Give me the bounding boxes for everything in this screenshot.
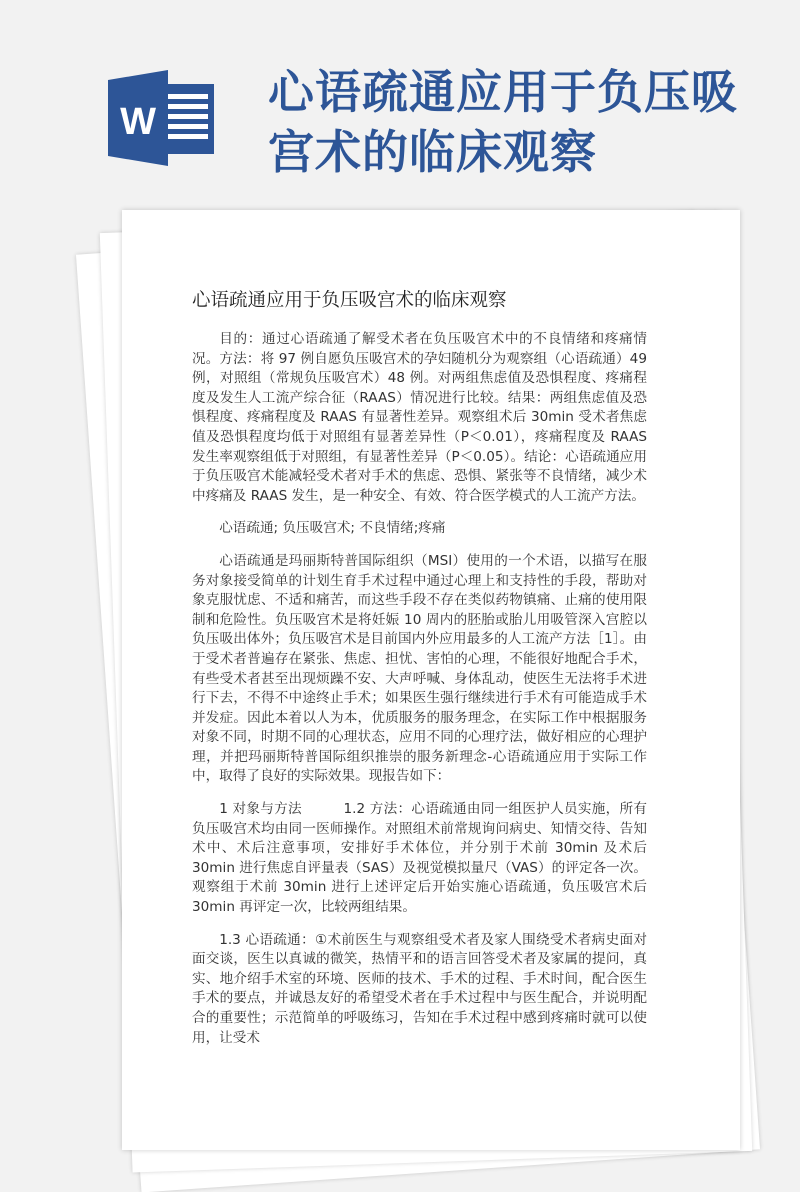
- intro-paragraph: 心语疏通是玛丽斯特普国际组织（MSI）使用的一个术语，以描写在服务对象接受简单的计划生育手术过程中通过心理上和支持性的手段，帮助对象克服忧虑、不适和痛苦，而这些手段不存在类似药物镇痛、止痛的使用限制和危险性。负压吸宫术是将妊娠 10 周内的胚胎或胎儿用吸管深入宫腔以负压吸出体外；负压吸宫术是目前国内外应用最多的人工流产方法［1］。由于受术者普遍存在紧张、焦虑、担忧、害怕的心理，不能很好地配合手术，有些受术者甚至出现烦躁不安、大声呼喊、身体乱动，使医生无法将手术进行下去，不得不中途终止手术；如果医生强行继续进行手术有可能造成手术并发症。因此本着以人为本，优质服务的服务理念，在实际工作中根据服务对象不同，时期不同的心理状态，应用不同的心理疗法，做好相应的心理护理，并把玛丽斯特普国际组织推崇的服务新理念-心语疏通应用于实际工作中，取得了良好的实际效果。现报告如下：: [192, 552, 647, 785]
- document-page: [122, 210, 740, 1150]
- word-logo-icon: [108, 70, 218, 166]
- document-body: [192, 330, 647, 1061]
- procedure-paragraph: 1.3 心语疏通：①术前医生与观察组受术者及家人围绕受术者病史面对面交谈，医生以真诚的微笑，热情平和的语言回答受术者及家属的提问，真实、地介绍手术室的环境、医师的技术、手术的过程、手术时间，配合医生手术的要点，并诚恳友好的希望受术者在手术过程中与医生配合，并说明配合的重要性；示范简单的呼吸练习，告知在手术过程中感到疼痛时就可以使用，让受术: [192, 931, 647, 1046]
- abstract-paragraph: 目的：通过心语疏通了解受术者在负压吸宫术中的不良情绪和疼痛情况。方法：将 97 例自愿负压吸宫术的孕妇随机分为观察组（心语疏通）49 例，对照组（常规负压吸宫术）48 例。对两组焦虑值及恐惧程度、疼痛程度及发生人工流产综合征（RAAS）情况进行比较。结果：两组焦虑值及恐惧程度、疼痛程度及 RAAS 有显著性差异。观察组术后 30min 受术者焦虑值及恐惧程度均低于对照组有显著差异性（P＜0.01），疼痛程度及 RAAS 发生率观察组低于对照组，有显著性差异（P＜0.05）。结论：心语疏通应用于负压吸宫术能减轻受术者对手术的焦虑、恐惧、紧张等不良情绪，减少术中疼痛及 RAAS 发生，是一种安全、有效、符合医学模式的人工流产方法。: [192, 331, 647, 504]
- document-title: 心语疏通应用于负压吸宫术的临床观察: [192, 290, 507, 311]
- logo-letter: W: [120, 101, 156, 143]
- header-title: 心语疏通应用于负压吸宫术的临床观察: [268, 65, 738, 179]
- methods-paragraph: 1 对象与方法 1.2 方法：心语疏通由同一组医护人员实施，所有负压吸宫术均由同一医师操作。对照组术前常规询问病史、知情交待、告知术中、术后注意事项，安排好手术体位，并分别于术前 30min 及术后 30min 进行焦虑自评量表（SAS）及视觉模拟量尺（VAS）的评定各一次。观察组于术前 30min 进行上述评定后开始实施心语疏通，负压吸宫术后 30min 再评定一次，比较两组结果。: [192, 801, 647, 916]
- keywords-paragraph: 心语疏通; 负压吸宫术; 不良情绪;疼痛: [219, 520, 446, 537]
